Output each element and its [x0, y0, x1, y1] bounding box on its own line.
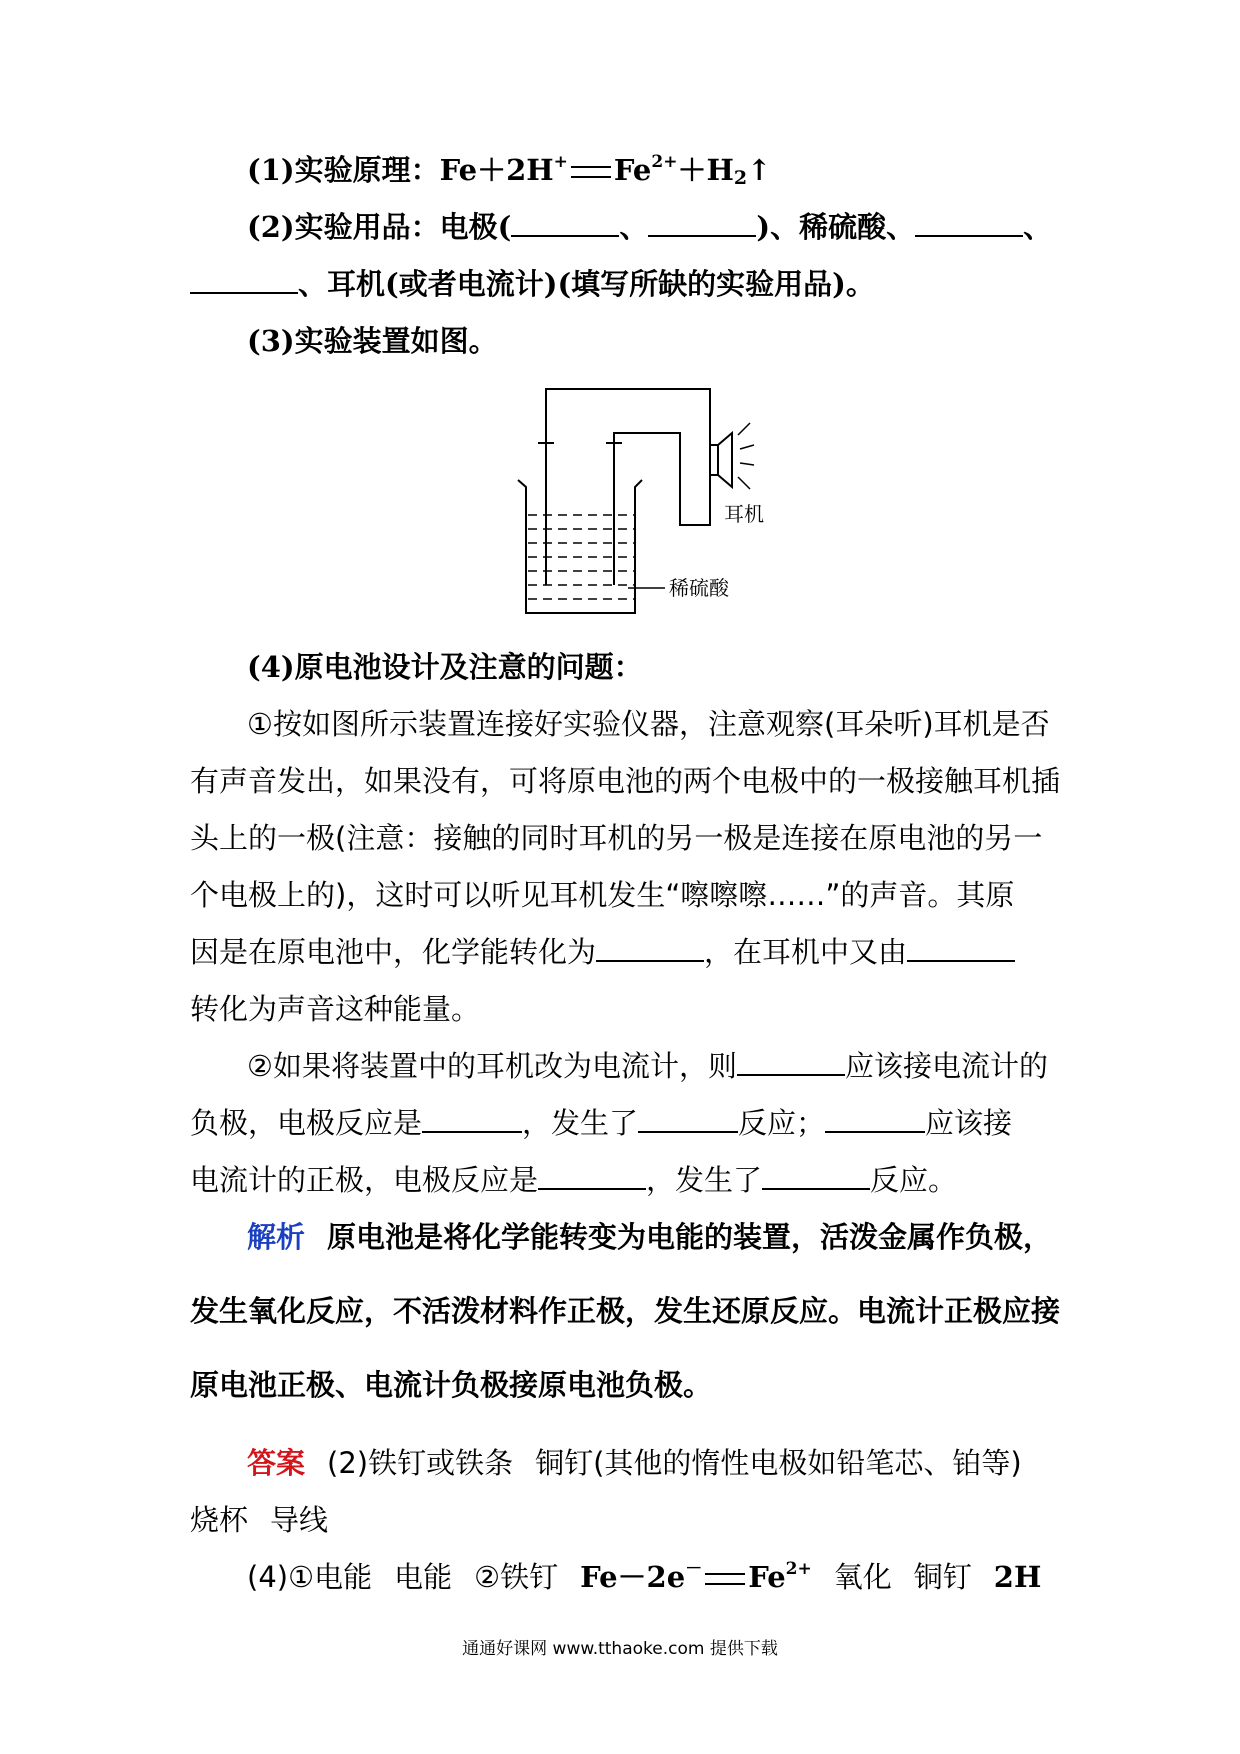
q4-text-p2i: 反应。 [870, 1163, 958, 1197]
q4-p1-line2: 有声音发出，如果没有，可将原电池的两个电极中的一极接触耳机插 [190, 764, 1061, 798]
apparatus-diagram [500, 385, 790, 630]
wire-inner [614, 433, 710, 585]
acid-liquid [528, 515, 634, 599]
q4-text-p2h: ，发生了 [646, 1163, 763, 1197]
label-acid: 稀硫酸 [669, 576, 729, 600]
q4-text-p2a: ②如果将装置中的耳机改为电流计，则 [247, 1049, 737, 1083]
answer-text-3f: 氧化 [833, 1560, 892, 1594]
q4-text-p2d: ，发生了 [522, 1106, 639, 1140]
blank-energy-1[interactable] [596, 936, 704, 962]
blank-electrode-1[interactable] [511, 211, 619, 237]
blank-pos-type[interactable] [762, 1164, 870, 1190]
wire-outer [546, 389, 710, 585]
answer-text-2b: 导线 [270, 1503, 329, 1537]
blank-item-1[interactable] [915, 211, 1023, 237]
q2-line2 [190, 267, 1060, 301]
analysis-line3: 原电池正极、电流计负极接原电池负极。 [190, 1368, 713, 1402]
answer-text-3b: 电能 [394, 1560, 453, 1594]
q1-line [247, 153, 1060, 187]
q1-sup2: 2+ [651, 152, 678, 172]
answer-text-3h: 2H [993, 1560, 1042, 1594]
analysis-text-1: 原电池是将化学能转变为电能的装置，活泼金属作负极， [327, 1220, 1053, 1254]
q4-p1-line3: 头上的一极(注意：接触的同时耳机的另一极是连接在原电池的另一 [190, 821, 1043, 855]
q4-text-p2b: 应该接电流计的 [845, 1049, 1049, 1083]
earphone-body [710, 445, 718, 475]
q4-text-p2g: 电流计的正极，电极反应是 [190, 1163, 539, 1197]
q4-text-p2e: 反应； [738, 1106, 826, 1140]
q1-sub: 2 [733, 167, 748, 189]
answer-label: 答案 [247, 1446, 306, 1480]
q4-p2-line3 [190, 1163, 1060, 1197]
answer-text-1b: 铜钉(其他的惰性电极如铅笔芯、铂等) [535, 1446, 1022, 1480]
equals-sign [571, 166, 611, 178]
q4-text-l5a: 因是在原电池中，化学能转化为 [190, 935, 597, 969]
blank-energy-2[interactable] [907, 936, 1015, 962]
answer-text-1a: (2)铁钉或铁条 [327, 1446, 514, 1480]
page-footer: 通通好课网 www.tthaoke.com 提供下载 [462, 1639, 778, 1659]
q4-p1-line1: ①按如图所示装置连接好实验仪器，注意观察(耳朵听)耳机是否 [247, 707, 1050, 741]
q2-text-a: (2)实验用品：电极( [247, 210, 512, 244]
q4-text-p2c: 负极，电极反应是 [190, 1106, 423, 1140]
q4-text-l5b: ，在耳机中又由 [704, 935, 908, 969]
blank-positive-electrode[interactable] [825, 1107, 925, 1133]
q2-text-e: 、耳机(或者电流计)(填写所缺的实验用品)。 [298, 267, 875, 301]
analysis-line2: 发生氧化反应，不活泼材料作正极，发生还原反应。电流计正极应接 [190, 1294, 1061, 1328]
answer-text-3d: Fe－2e [580, 1560, 686, 1594]
answer-text-3c: ②铁钉 [474, 1560, 559, 1594]
answer-line2 [190, 1503, 1060, 1537]
answer-text-2a: 烧杯 [190, 1503, 249, 1537]
answer-sup-3d: － [685, 1559, 703, 1579]
analysis-label: 解析 [247, 1220, 306, 1254]
q4-p1-line5 [190, 935, 1060, 969]
blank-negative-electrode[interactable] [737, 1050, 845, 1076]
q1-prefix: (1)实验原理：Fe＋2H [247, 153, 554, 187]
blank-neg-reaction[interactable] [422, 1107, 522, 1133]
blank-pos-reaction[interactable] [538, 1164, 646, 1190]
q4-p1-line6: 转化为声音这种能量。 [190, 992, 481, 1026]
label-earphone: 耳机 [724, 502, 764, 526]
q1-sup1: + [553, 152, 568, 172]
blank-neg-type[interactable] [638, 1107, 738, 1133]
answer-equals-sign [705, 1573, 745, 1585]
q4-p1-line4: 个电极上的)，这时可以听见耳机发生“嚓嚓嚓……”的声音。其原 [190, 878, 1015, 912]
analysis-line1 [247, 1220, 1060, 1254]
q2-text-d: 、 [1023, 210, 1053, 244]
q4-p2-line2 [190, 1106, 1060, 1140]
q4-p2-line1 [247, 1049, 1060, 1083]
answer-text-3g: 铜钉 [913, 1560, 972, 1594]
earphone-cone [718, 433, 732, 487]
blank-item-2[interactable] [190, 268, 298, 294]
answer-sup-3e: 2+ [785, 1559, 812, 1579]
q4-title: (4)原电池设计及注意的问题： [247, 650, 643, 684]
gas-arrow-icon: ↑ [747, 153, 772, 187]
blank-electrode-2[interactable] [648, 211, 756, 237]
beaker [518, 480, 642, 613]
q4-text-p2f: 应该接 [925, 1106, 1013, 1140]
answer-text-3e: Fe [748, 1560, 786, 1594]
q1-after: ＋H [677, 153, 734, 187]
q2-text-b: 、 [619, 210, 649, 244]
answer-text-3a: (4)①电能 [247, 1560, 373, 1594]
q2-line1 [247, 210, 1060, 244]
answer-line3 [247, 1560, 1060, 1594]
answer-line1 [247, 1446, 1060, 1480]
q1-mid: Fe [613, 153, 652, 187]
q2-text-c: )、稀硫酸、 [756, 210, 916, 244]
q3-line: (3)实验装置如图。 [247, 324, 498, 358]
sound-wave-icon [738, 423, 754, 489]
